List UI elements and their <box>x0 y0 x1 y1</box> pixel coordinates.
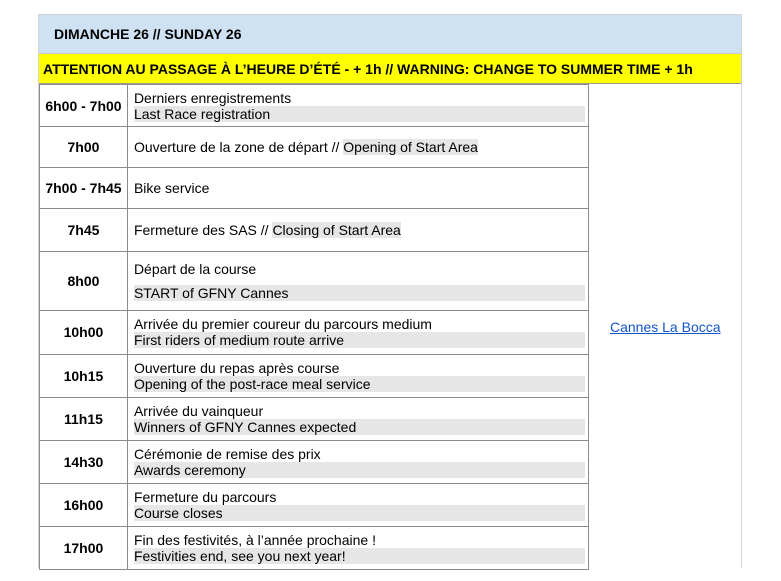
description-en: Course closes <box>134 505 585 521</box>
table-row <box>40 483 589 526</box>
table-row <box>40 397 589 440</box>
description-cell <box>127 397 588 440</box>
time-cell: 6h00 - 7h00 <box>40 85 128 127</box>
summer-time-warning: ATTENTION AU PASSAGE À L’HEURE D’ÉTÉ - + 1h // WARNING: CHANGE TO SUMMER TIME + 1h <box>39 54 741 84</box>
description-fr: Fermeture du parcours <box>133 488 277 505</box>
description-cell <box>127 440 588 483</box>
description-en: Winners of GFNY Cannes expected <box>134 419 585 435</box>
line-gap <box>134 277 585 285</box>
description-cell <box>127 354 588 397</box>
table-row <box>40 252 589 311</box>
description-fr: Ouverture de la zone de départ // <box>133 139 344 156</box>
description-cell <box>127 311 588 354</box>
description-en: First riders of medium route arrive <box>134 332 585 348</box>
description-en: Festivities end, see you next year! <box>134 548 585 564</box>
description-fr: Derniers enregistrements <box>133 89 292 106</box>
description-cell <box>127 127 588 168</box>
description-cell <box>127 85 588 127</box>
description-en: Last Race registration <box>134 106 585 122</box>
description-en: Opening of the post-race meal service <box>134 376 585 392</box>
description-en: Opening of Start Area <box>343 139 478 156</box>
time-cell: 7h00 - 7h45 <box>40 168 128 209</box>
description-en: Closing of Start Area <box>272 222 401 239</box>
schedule-table <box>39 84 589 570</box>
description-cell <box>127 209 588 252</box>
description-fr: Arrivée du vainqueur <box>133 402 264 419</box>
time-cell: 7h45 <box>40 209 128 252</box>
time-cell: 10h00 <box>40 311 128 354</box>
description-fr: Arrivée du premier coureur du parcours medium <box>133 316 432 333</box>
schedule-sheet <box>38 14 742 568</box>
table-row <box>40 354 589 397</box>
description-fr: Ouverture du repas après course <box>133 359 340 376</box>
description-cell <box>127 252 588 311</box>
description-line <box>134 222 585 238</box>
day-header: DIMANCHE 26 // SUNDAY 26 <box>39 15 741 54</box>
table-row <box>40 526 589 569</box>
description-cell <box>127 168 588 209</box>
time-cell: 17h00 <box>40 526 128 569</box>
venue-link-cannes-la-bocca[interactable]: Cannes La Bocca <box>610 319 721 335</box>
table-row <box>40 127 589 168</box>
time-cell: 7h00 <box>40 127 128 168</box>
description-line <box>134 139 585 155</box>
description-fr: Départ de la course <box>133 261 257 278</box>
time-cell: 16h00 <box>40 483 128 526</box>
description-fr: Fermeture des SAS // <box>133 222 273 239</box>
description-en: START of GFNY Cannes <box>134 285 585 301</box>
table-row <box>40 85 589 127</box>
time-cell: 8h00 <box>40 252 128 311</box>
description-fr: Bike service <box>133 180 210 197</box>
table-row <box>40 440 589 483</box>
time-cell: 14h30 <box>40 440 128 483</box>
description-en: Awards ceremony <box>134 462 585 478</box>
table-row <box>40 209 589 252</box>
description-fr: Fin des festivités, à l’année prochaine ! <box>133 531 376 548</box>
description-fr: Cérémonie de remise des prix <box>133 445 321 462</box>
description-cell <box>127 526 588 569</box>
description-cell <box>127 483 588 526</box>
time-cell: 10h15 <box>40 354 128 397</box>
time-cell: 11h15 <box>40 397 128 440</box>
table-row <box>40 168 589 209</box>
table-row <box>40 311 589 354</box>
